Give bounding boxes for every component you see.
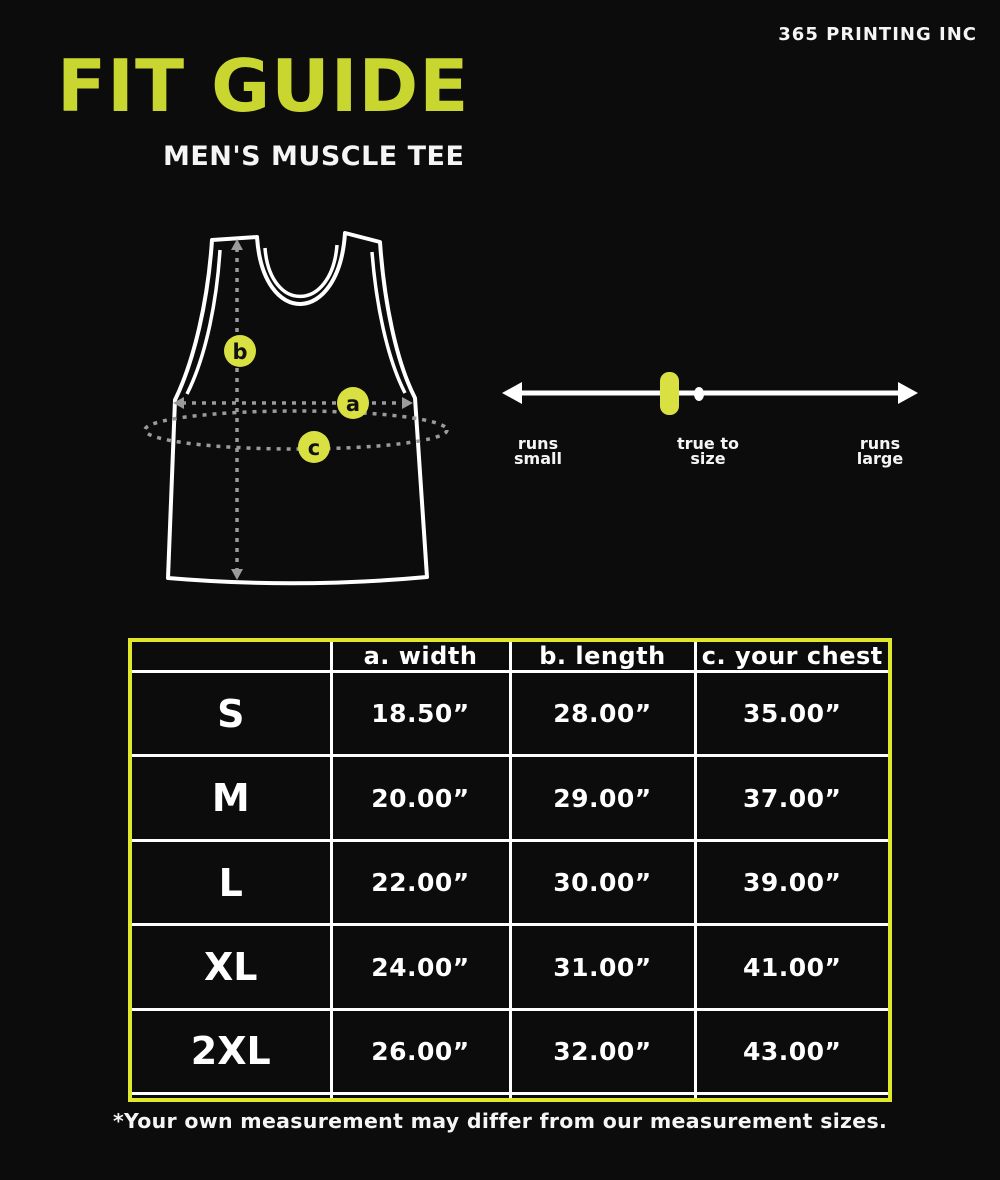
table-row: [130, 756, 890, 840]
shirt-outline: [168, 233, 427, 583]
table-header-row: [130, 640, 890, 672]
header-width: a. width: [331, 640, 510, 672]
chest-value: 43.00”: [695, 1009, 890, 1093]
size-label: L: [130, 840, 331, 924]
size-chart-table: [128, 638, 892, 1102]
table-row: [130, 672, 890, 756]
width-value: 24.00”: [331, 925, 510, 1009]
scale-label-runs-small: runs small: [514, 434, 562, 468]
header-blank: [130, 640, 331, 672]
length-value: [510, 1094, 695, 1100]
size-label: XL: [130, 925, 331, 1009]
right-armhole-trim: [372, 252, 405, 393]
size-label: S: [130, 672, 331, 756]
table-row: [130, 1009, 890, 1093]
size-label: [130, 1094, 331, 1100]
length-value: 29.00”: [510, 756, 695, 840]
width-arrowhead-right: [402, 397, 413, 409]
brand-name: 365 PRINTING INC: [778, 24, 977, 45]
length-value: 32.00”: [510, 1009, 695, 1093]
fit-scale-marker: [660, 372, 679, 415]
marker-b-label: b: [232, 340, 248, 364]
fit-scale-arrowhead-left: [502, 382, 522, 404]
length-value: 30.00”: [510, 840, 695, 924]
left-armhole-trim: [187, 250, 220, 394]
width-value: 18.50”: [331, 672, 510, 756]
table-row: [130, 840, 890, 924]
scale-label-true-to-size: true to size: [677, 434, 739, 468]
length-arrowhead-top: [231, 239, 243, 250]
width-value: 20.00”: [331, 756, 510, 840]
page-subtitle: MEN'S MUSCLE TEE: [163, 141, 465, 172]
chest-value: 41.00”: [695, 925, 890, 1009]
marker-c-label: c: [307, 436, 321, 460]
scale-label-runs-large: runs large: [856, 434, 904, 468]
header-chest: c. your chest: [695, 640, 890, 672]
width-value: 22.00”: [331, 840, 510, 924]
marker-a-label: a: [345, 392, 361, 416]
length-arrowhead-bottom: [231, 569, 243, 580]
size-label: M: [130, 756, 331, 840]
chest-value: [695, 1094, 890, 1100]
table-row-empty: [130, 1094, 890, 1100]
muscle-tee-diagram: [130, 226, 460, 600]
chest-circumference-ellipse: [145, 411, 447, 449]
fit-scale-arrowhead-right: [898, 382, 918, 404]
size-label: 2XL: [130, 1009, 331, 1093]
chest-value: 35.00”: [695, 672, 890, 756]
width-value: [331, 1094, 510, 1100]
length-value: 31.00”: [510, 925, 695, 1009]
fit-scale-dot: [694, 387, 704, 401]
table-row: [130, 925, 890, 1009]
measurement-disclaimer: *Your own measurement may differ from our measurement sizes.: [112, 1109, 888, 1133]
chest-value: 37.00”: [695, 756, 890, 840]
chest-value: 39.00”: [695, 840, 890, 924]
page-title: FIT GUIDE: [57, 44, 470, 128]
width-value: 26.00”: [331, 1009, 510, 1093]
header-length: b. length: [510, 640, 695, 672]
fit-scale: [500, 368, 920, 420]
length-value: 28.00”: [510, 672, 695, 756]
